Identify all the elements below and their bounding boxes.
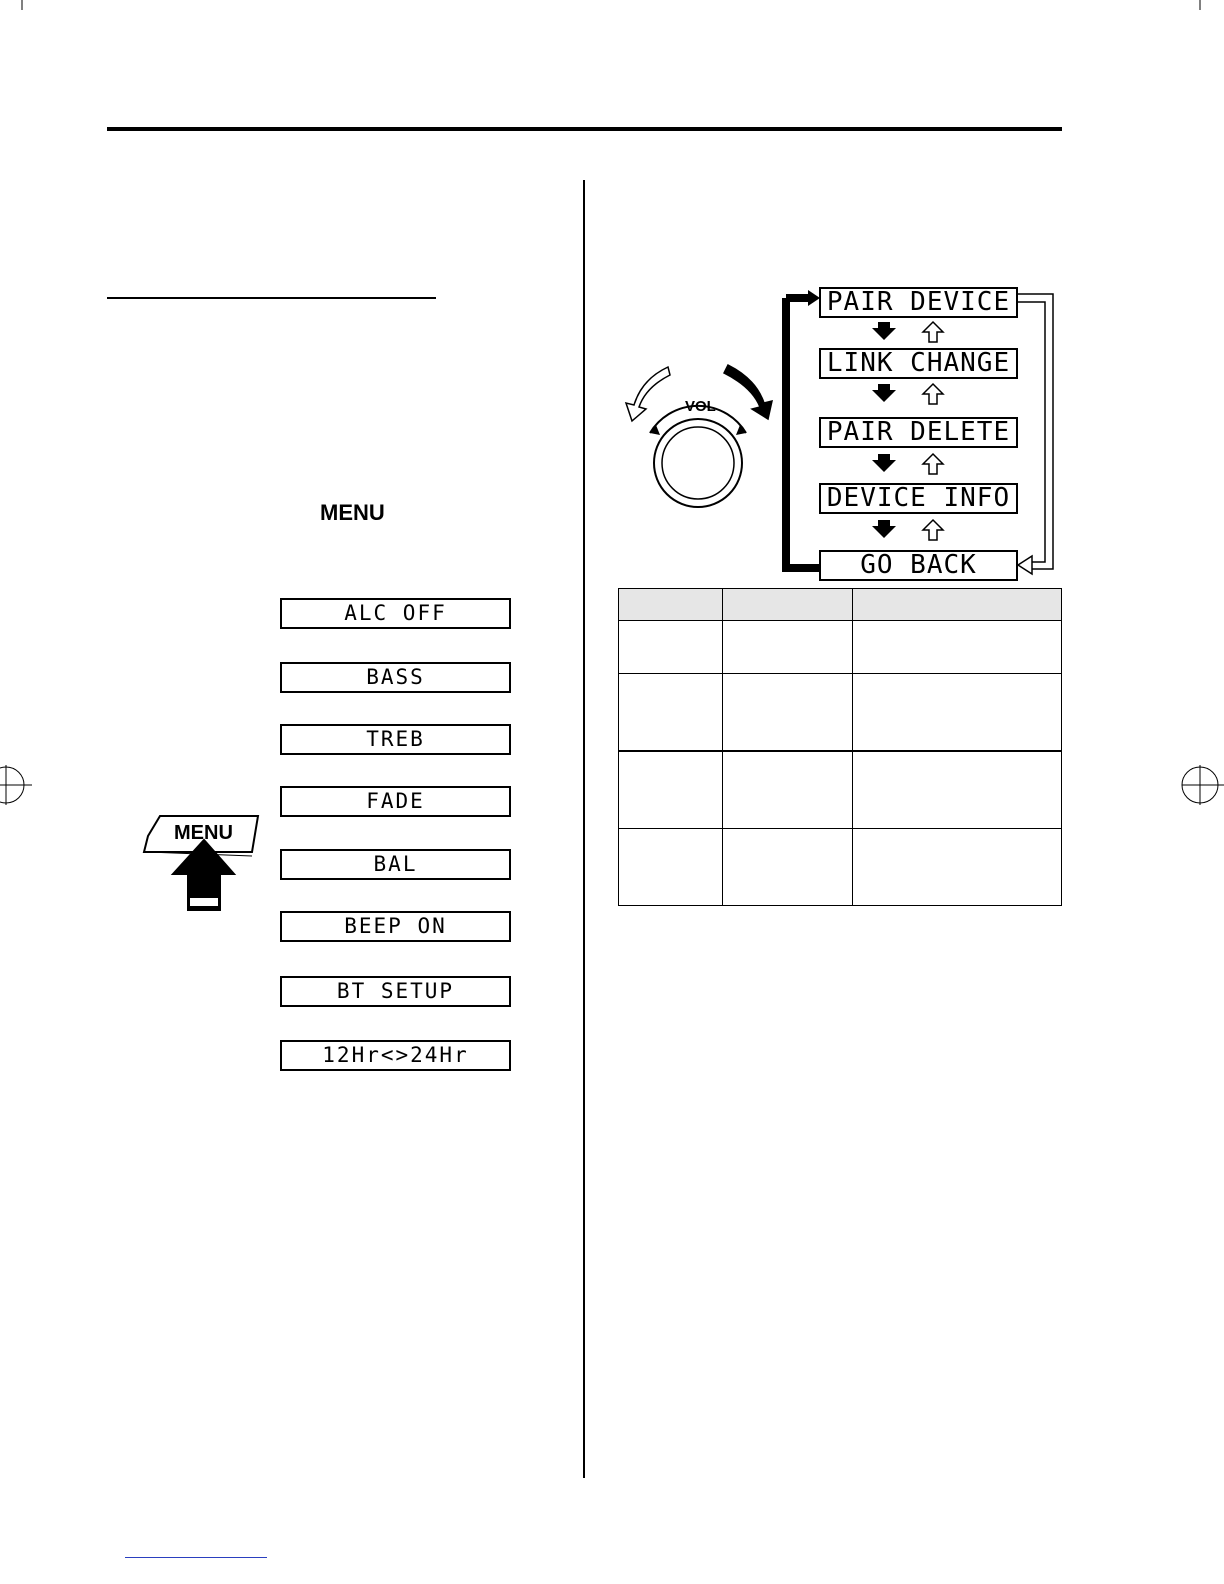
- lcd-treb: TREB: [280, 724, 511, 755]
- rotate-left-arrow-icon: [626, 367, 670, 421]
- lcd-bt-setup: BT SETUP: [280, 976, 511, 1007]
- lcd-fade: FADE: [280, 786, 511, 817]
- lcd-pair-delete: PAIR DELETE: [819, 417, 1018, 448]
- lcd-alc: ALC OFF: [280, 598, 511, 629]
- menu-button-reference: MENU: [320, 500, 385, 525]
- lcd-bass: BASS: [280, 662, 511, 693]
- vol-knob-illustration: [620, 355, 780, 525]
- table-row: [619, 621, 1062, 674]
- vol-knob-label: VOL: [685, 398, 716, 415]
- lcd-go-back: GO BACK: [819, 550, 1018, 581]
- lcd-link-change: LINK CHANGE: [819, 348, 1018, 379]
- footer-link-underline: [125, 1557, 267, 1558]
- bt-setup-table: [618, 588, 1062, 906]
- header-rule: [107, 127, 1062, 131]
- lcd-pair-device: PAIR DEVICE: [819, 287, 1018, 318]
- rotate-right-arrow-icon: [724, 365, 772, 419]
- column-divider: [583, 180, 585, 1478]
- table-row: [619, 829, 1062, 906]
- table-row: [619, 751, 1062, 829]
- lcd-device-info: DEVICE INFO: [819, 483, 1018, 514]
- table-row: [619, 674, 1062, 752]
- menu-button-label: MENU: [174, 822, 233, 844]
- lcd-beep: BEEP ON: [280, 911, 511, 942]
- table-header-row: [619, 589, 1062, 621]
- lcd-clock-format: 12Hr<>24Hr: [280, 1040, 511, 1071]
- section-heading-rule: [107, 297, 436, 299]
- lcd-bal: BAL: [280, 849, 511, 880]
